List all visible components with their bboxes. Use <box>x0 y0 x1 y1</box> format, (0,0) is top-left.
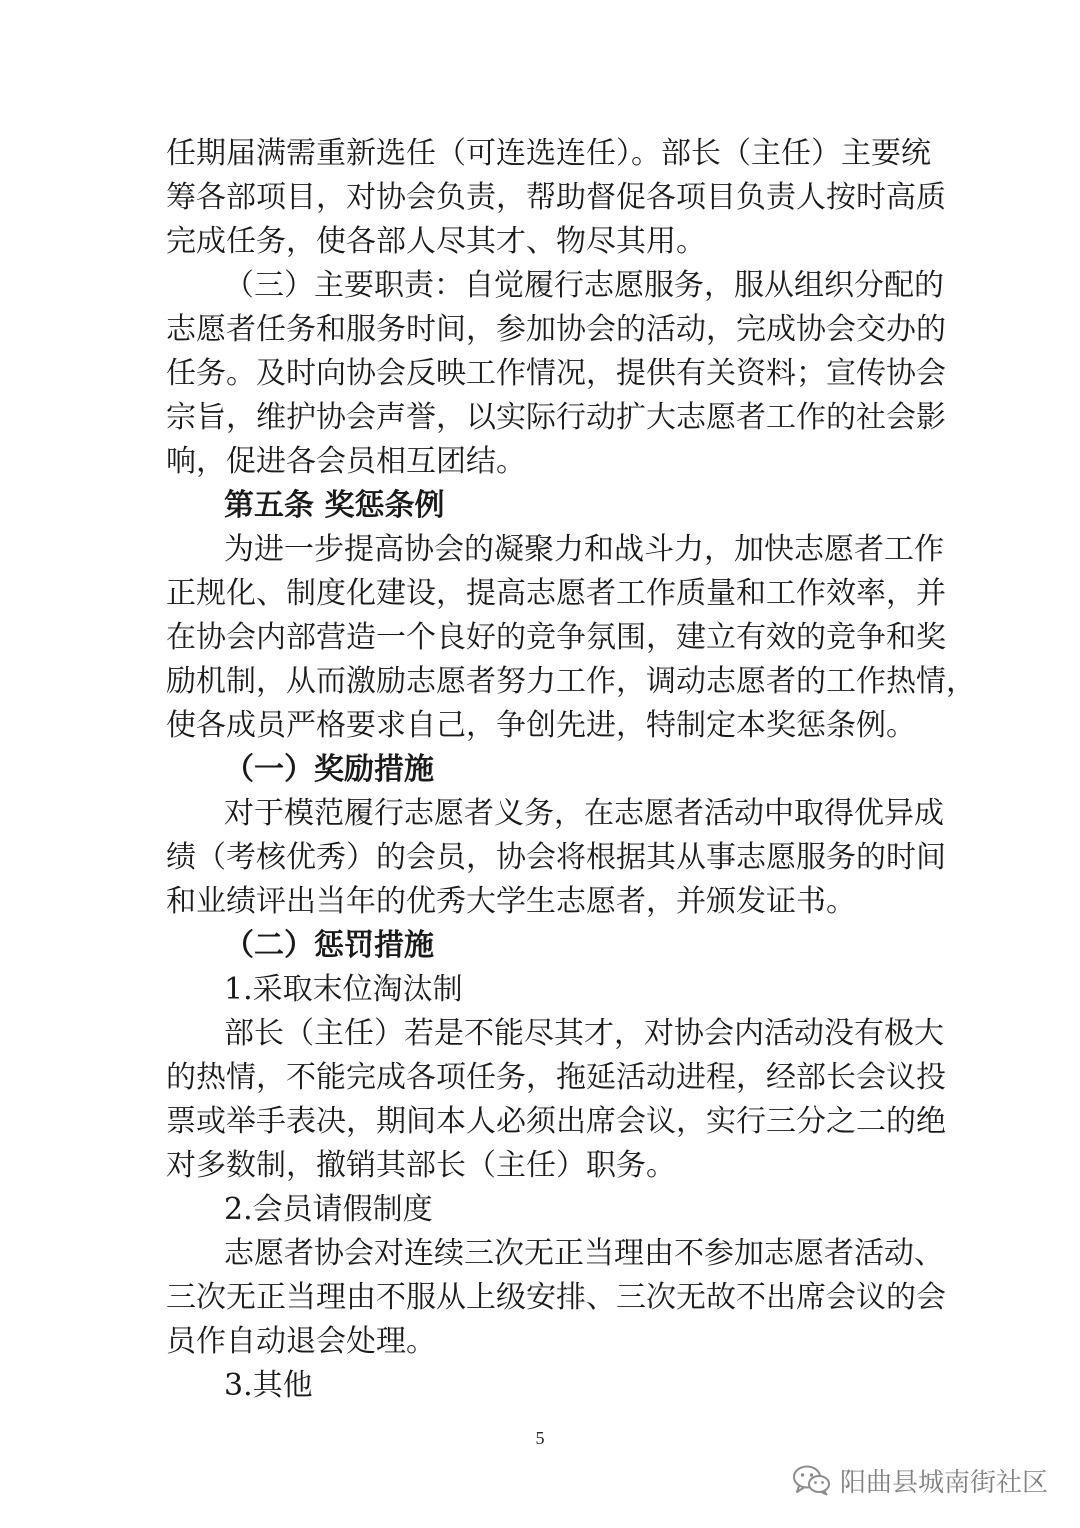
body-line: 响，促进各会员相互团结。 <box>166 444 526 479</box>
body-line: 员作自动退会处理。 <box>166 1324 436 1359</box>
subsection-heading: （二）惩罚措施 <box>224 928 434 963</box>
body-line: 志愿者任务和服务时间，参加协会的活动，完成协会交办的 <box>166 312 946 347</box>
body-line: 部长（主任）若是不能尽其才，对协会内活动没有极大 <box>224 1016 944 1051</box>
list-item-title: 1.采取末位淘汰制 <box>224 972 463 1007</box>
body-line: 励机制，从而激励志愿者努力工作，调动志愿者的工作热情， <box>166 664 976 699</box>
body-line: 绩（考核优秀）的会员，协会将根据其从事志愿服务的时间 <box>166 840 946 875</box>
body-line: 使各成员严格要求自己，争创先进，特制定本奖惩条例。 <box>166 708 916 743</box>
wechat-icon <box>792 1464 832 1496</box>
body-line: 为进一步提高协会的凝聚力和战斗力，加快志愿者工作 <box>224 532 944 567</box>
body-line: 三次无正当理由不服从上级安排、三次无故不出席会议的会 <box>166 1280 946 1315</box>
page-number: 5 <box>535 1428 545 1448</box>
body-line: 志愿者协会对连续三次无正当理由不参加志愿者活动、 <box>224 1236 944 1271</box>
body-line: 宗旨，维护协会声誉，以实际行动扩大志愿者工作的社会影 <box>166 400 946 435</box>
body-line: 对多数制，撤销其部长（主任）职务。 <box>166 1148 676 1183</box>
section-heading: 第五条 奖惩条例 <box>224 488 445 523</box>
body-line: 和业绩评出当年的优秀大学生志愿者，并颁发证书。 <box>166 884 856 919</box>
body-line: 任务。及时向协会反映工作情况，提供有关资料；宣传协会 <box>166 356 946 391</box>
body-line: 对于模范履行志愿者义务，在志愿者活动中取得优异成 <box>224 796 944 831</box>
body-line: 的热情，不能完成各项任务，拖延活动进程，经部长会议投 <box>166 1060 946 1095</box>
body-line: 正规化、制度化建设，提高志愿者工作质量和工作效率，并 <box>166 576 946 611</box>
list-item-title: 2.会员请假制度 <box>224 1192 433 1227</box>
watermark-text: 阳曲县城南街社区 <box>839 1467 1048 1498</box>
body-line: （三）主要职责：自觉履行志愿服务，服从组织分配的 <box>224 268 944 303</box>
subsection-heading: （一）奖励措施 <box>224 752 434 787</box>
body-line: 票或举手表决，期间本人必须出席会议，实行三分之二的绝 <box>166 1104 946 1139</box>
body-line: 完成任务，使各部人尽其才、物尽其用。 <box>166 224 706 259</box>
body-line: 在协会内部营造一个良好的竞争氛围，建立有效的竞争和奖 <box>166 620 946 655</box>
watermark <box>792 1462 1048 1498</box>
list-item-title: 3.其他 <box>224 1368 313 1403</box>
body-line: 筹各部项目，对协会负责，帮助督促各项目负责人按时高质 <box>166 180 946 215</box>
body-line: 任期届满需重新选任（可连选连任）。部长（主任）主要统 <box>166 136 931 171</box>
